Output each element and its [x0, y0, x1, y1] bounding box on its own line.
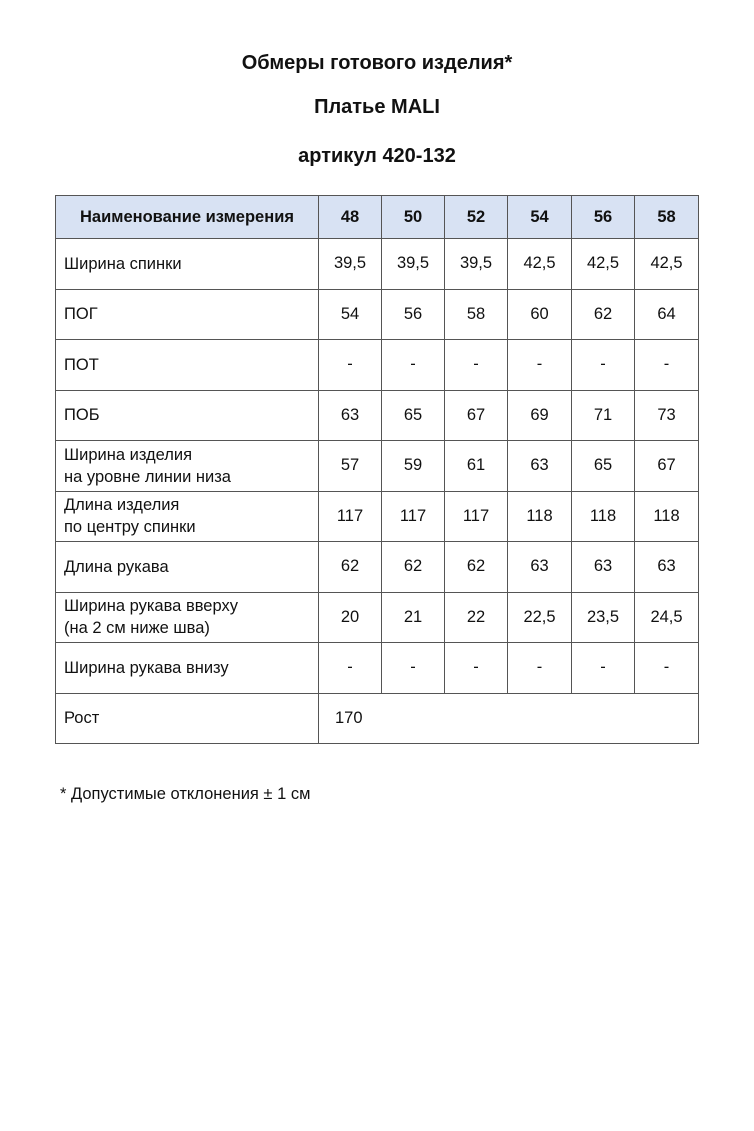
size-header: 56 [572, 196, 635, 239]
document-title: Обмеры готового изделия* [241, 52, 513, 74]
size-value-cell: 65 [382, 390, 445, 441]
row-label-line1: Ширина рукава вверху [64, 597, 238, 616]
size-value-cell: - [319, 340, 382, 391]
table-row [56, 491, 699, 542]
size-value-cell: - [445, 643, 508, 694]
row-label-line1: ПОТ [64, 355, 99, 374]
row-label [56, 340, 319, 391]
size-value-cell: 24,5 [635, 592, 699, 643]
row-label [56, 643, 319, 694]
table-row [56, 289, 699, 340]
size-value-cell: 42,5 [572, 239, 635, 290]
article-number: артикул 420-132 [298, 145, 456, 167]
size-value-cell: - [382, 643, 445, 694]
table-row [56, 643, 699, 694]
size-value-cell: 118 [508, 491, 572, 542]
row-label-line1: Длина рукава [64, 557, 169, 576]
row-label-line1: Ширина изделия [64, 445, 193, 464]
measurement-name-header: Наименование измерения [56, 196, 319, 239]
size-value-cell: 22 [445, 592, 508, 643]
table-row [56, 340, 699, 391]
size-value-cell: - [572, 340, 635, 391]
size-value-cell: 42,5 [508, 239, 572, 290]
table-row [56, 542, 699, 593]
row-label-line1: Длина изделия [64, 496, 180, 515]
size-value-cell: 39,5 [382, 239, 445, 290]
size-value-cell: 62 [382, 542, 445, 593]
size-value-cell: 62 [319, 542, 382, 593]
row-label-line1: Ширина спинки [64, 254, 182, 273]
row-label-line1: Ширина рукава внизу [64, 658, 229, 677]
size-value-cell: 62 [445, 542, 508, 593]
size-value-cell: 23,5 [572, 592, 635, 643]
size-value-cell: 57 [319, 441, 382, 492]
size-value-cell: 64 [635, 289, 699, 340]
row-label [56, 390, 319, 441]
size-value-cell: 61 [445, 441, 508, 492]
size-value-cell: 58 [445, 289, 508, 340]
product-name: Платье MALI [314, 96, 440, 118]
size-value-cell: 63 [572, 542, 635, 593]
size-value-cell: 65 [572, 441, 635, 492]
size-value-cell: 69 [508, 390, 572, 441]
footnote: * Допустимые отклонения ± 1 см [60, 785, 311, 803]
size-value-cell: - [508, 643, 572, 694]
size-value-cell: 71 [572, 390, 635, 441]
size-header: 48 [319, 196, 382, 239]
row-label-line2: по центру спинки [64, 518, 196, 537]
size-value-cell: 20 [319, 592, 382, 643]
size-value-cell: 42,5 [635, 239, 699, 290]
size-value-cell: 63 [635, 542, 699, 593]
size-value-cell: 21 [382, 592, 445, 643]
size-value-cell: 60 [508, 289, 572, 340]
size-value-cell: 63 [319, 390, 382, 441]
size-value-cell: 39,5 [319, 239, 382, 290]
size-value-cell: - [572, 643, 635, 694]
size-value-cell: 56 [382, 289, 445, 340]
size-value-cell: 73 [635, 390, 699, 441]
table-row [56, 390, 699, 441]
row-label [56, 491, 319, 542]
row-label [56, 542, 319, 593]
size-value-cell: 118 [572, 491, 635, 542]
measurements-table [55, 195, 699, 744]
table-row [56, 592, 699, 643]
size-value-cell: 59 [382, 441, 445, 492]
size-header: 58 [635, 196, 699, 239]
size-value-cell: - [445, 340, 508, 391]
row-label-line2: (на 2 см ниже шва) [64, 619, 210, 638]
row-label-line1: ПОГ [64, 305, 98, 324]
size-value-cell: - [508, 340, 572, 391]
size-value-cell: 22,5 [508, 592, 572, 643]
row-label: Рост [56, 693, 319, 744]
size-value-cell: - [319, 643, 382, 694]
size-value-cell: - [635, 643, 699, 694]
size-value-cell: 67 [635, 441, 699, 492]
table-row-height [56, 693, 699, 744]
size-value-cell: - [382, 340, 445, 391]
height-value: 170 [319, 693, 699, 744]
row-label [56, 592, 319, 643]
size-value-cell: - [635, 340, 699, 391]
size-value-cell: 39,5 [445, 239, 508, 290]
size-value-cell: 117 [319, 491, 382, 542]
size-value-cell: 117 [445, 491, 508, 542]
size-value-cell: 54 [319, 289, 382, 340]
size-header: 54 [508, 196, 572, 239]
row-label [56, 239, 319, 290]
table-row [56, 441, 699, 492]
row-label-line1: ПОБ [64, 406, 100, 425]
size-value-cell: 117 [382, 491, 445, 542]
size-value-cell: 67 [445, 390, 508, 441]
table-header-row [56, 196, 699, 239]
size-header: 52 [445, 196, 508, 239]
table-row [56, 239, 699, 290]
row-label [56, 289, 319, 340]
size-header: 50 [382, 196, 445, 239]
row-label-line2: на уровне линии низа [64, 467, 231, 486]
row-label [56, 441, 319, 492]
size-value-cell: 62 [572, 289, 635, 340]
size-value-cell: 118 [635, 491, 699, 542]
size-value-cell: 63 [508, 542, 572, 593]
size-value-cell: 63 [508, 441, 572, 492]
